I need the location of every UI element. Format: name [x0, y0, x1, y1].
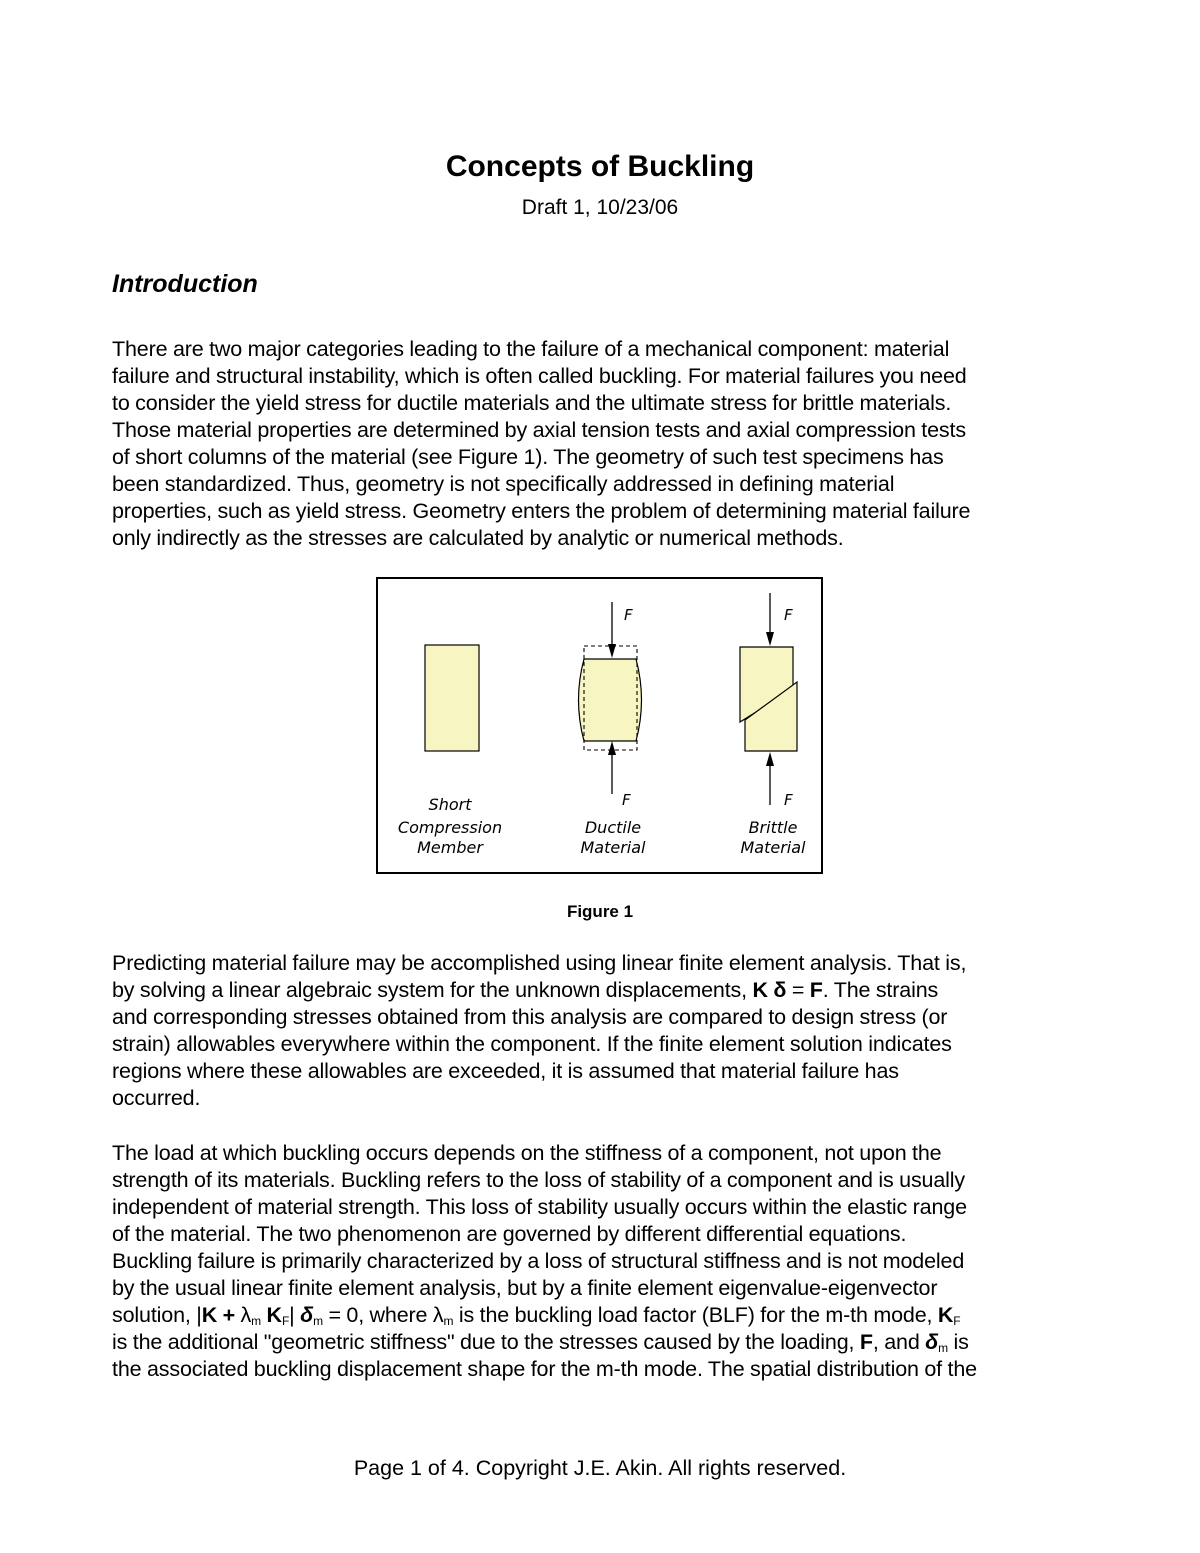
paragraph-1-line: to consider the yield stress for ductile materials and the ultimate stress for brittle materials.: [112, 391, 952, 415]
paragraph-2-line: occurred.: [112, 1086, 201, 1110]
subscript-m: m: [313, 1314, 323, 1328]
ductile-label-line: Ductile: [584, 818, 642, 837]
paragraph-2-line: [112, 977, 1102, 1004]
short-label-line: Member: [417, 838, 483, 857]
text-run: . The strains: [822, 978, 939, 1002]
geometric-stiffness-symbol: K: [266, 1303, 282, 1327]
paragraph-1-line: been standardized. Thus, geometry is not specifically addressed in defining material: [112, 472, 895, 496]
figure-1-diagram: [376, 577, 823, 874]
ductile-label-line: Material: [580, 838, 646, 857]
text-run: =: [786, 978, 810, 1002]
delta-symbol: δ: [300, 1303, 314, 1327]
lambda-symbol: λ: [432, 1303, 444, 1327]
paragraph-2-line: regions where these allowables are exceeded, it is assumed that material failure has: [112, 1059, 899, 1083]
subscript-f: F: [281, 1314, 290, 1328]
paragraph-1-line: of short columns of the material (see Figure 1). The geometry of such test specimens has: [112, 445, 944, 469]
paragraph-3-line: Buckling failure is primarily characterized by a loss of structural stiffness and is not modeled: [112, 1249, 965, 1273]
page-title: Concepts of Buckling: [445, 150, 755, 183]
force-label-f: F: [784, 606, 793, 624]
ductile-bulged-specimen: [579, 659, 642, 741]
brittle-label-line: Material: [740, 838, 806, 857]
force-vector-symbol: F: [809, 978, 823, 1002]
delta-symbol: δ: [925, 1330, 939, 1354]
stiffness-matrix-symbol: K: [201, 1303, 218, 1327]
paragraph-2-line: and corresponding stresses obtained from this analysis are compared to design stress (or: [112, 1005, 948, 1029]
figure-caption: Figure 1: [566, 902, 634, 921]
paragraph-1: [112, 336, 1102, 552]
paragraph-3-line: by the usual linear finite element analysis, but by a finite element eigenvalue-eigenvector: [112, 1276, 938, 1300]
abs-bar: |: [196, 1303, 202, 1327]
stiffness-matrix-symbol: K: [752, 978, 768, 1002]
text-run: solution,: [112, 1303, 197, 1327]
text-run: is the additional "geometric stiffness" due to the stresses caused by the loading,: [112, 1330, 860, 1354]
text-run: by solving a linear algebraic system for the unknown displacements,: [112, 978, 753, 1002]
paragraph-3-line: the associated buckling displacement shape for the m-th mode. The spatial distribution of the: [112, 1357, 977, 1381]
subscript-m: m: [251, 1314, 262, 1328]
paragraph-1-line: failure and structural instability, which is often called buckling. For material failures you need: [112, 364, 967, 388]
short-member-specimen: [425, 645, 479, 751]
force-label-f: F: [622, 791, 631, 809]
paragraph-3-line: independent of material strength. This loss of stability usually occurs within the elastic range: [112, 1195, 967, 1219]
force-vector-symbol: F: [859, 1330, 873, 1354]
paragraph-1-line: only indirectly as the stresses are calculated by analytic or numerical methods.: [112, 526, 844, 550]
paragraph-3-line: [112, 1302, 1102, 1329]
lambda-symbol: λ: [240, 1303, 252, 1327]
paragraph-2: [112, 950, 1102, 1112]
paragraph-3: [112, 1140, 1102, 1383]
paragraph-3-line: [112, 1329, 1102, 1356]
short-label-line: Compression: [397, 818, 503, 837]
abs-bar: |: [289, 1303, 295, 1327]
paragraph-3-line: of the material. The two phenomenon are governed by different differential equations.: [112, 1222, 907, 1246]
paragraph-3-line: strength of its materials. Buckling refers to the loss of stability of a component and is usually: [112, 1168, 966, 1192]
short-label-line: Short: [428, 795, 472, 814]
paragraph-2-line: strain) allowables everywhere within the component. If the finite element solution indicates: [112, 1032, 952, 1056]
subscript-f: F: [953, 1314, 961, 1328]
text-run: is the buckling load factor (BLF) for the m-th mode,: [453, 1303, 938, 1327]
paragraph-3-line: The load at which buckling occurs depends on the stiffness of a component, not upon the: [112, 1141, 942, 1165]
section-heading-introduction: Introduction: [112, 270, 258, 298]
subscript-m: m: [443, 1314, 454, 1328]
subscript-m: m: [938, 1341, 949, 1355]
paragraph-1-line: Those material properties are determined by axial tension tests and axial compression tests: [112, 418, 966, 442]
geometric-stiffness-symbol: K: [937, 1303, 954, 1327]
text-run: = 0, where: [322, 1303, 433, 1327]
force-label-f: F: [784, 791, 793, 809]
text-run: , and: [872, 1330, 926, 1354]
brittle-label-line: Brittle: [748, 818, 798, 837]
force-label-f: F: [624, 606, 633, 624]
plus-symbol: +: [217, 1303, 241, 1327]
document-subtitle: Draft 1, 10/23/06: [521, 196, 679, 219]
paragraph-1-line: properties, such as yield stress. Geometry enters the problem of determining material failure: [112, 499, 971, 523]
paragraph-1-line: There are two major categories leading to the failure of a mechanical component: material: [112, 337, 950, 361]
text-run: is: [948, 1330, 969, 1354]
displacement-symbol: δ: [773, 978, 787, 1002]
page-footer: Page 1 of 4. Copyright J.E. Akin. All rights reserved.: [353, 1456, 847, 1480]
paragraph-2-line: Predicting material failure may be accomplished using linear finite element analysis. That is,: [112, 951, 967, 975]
